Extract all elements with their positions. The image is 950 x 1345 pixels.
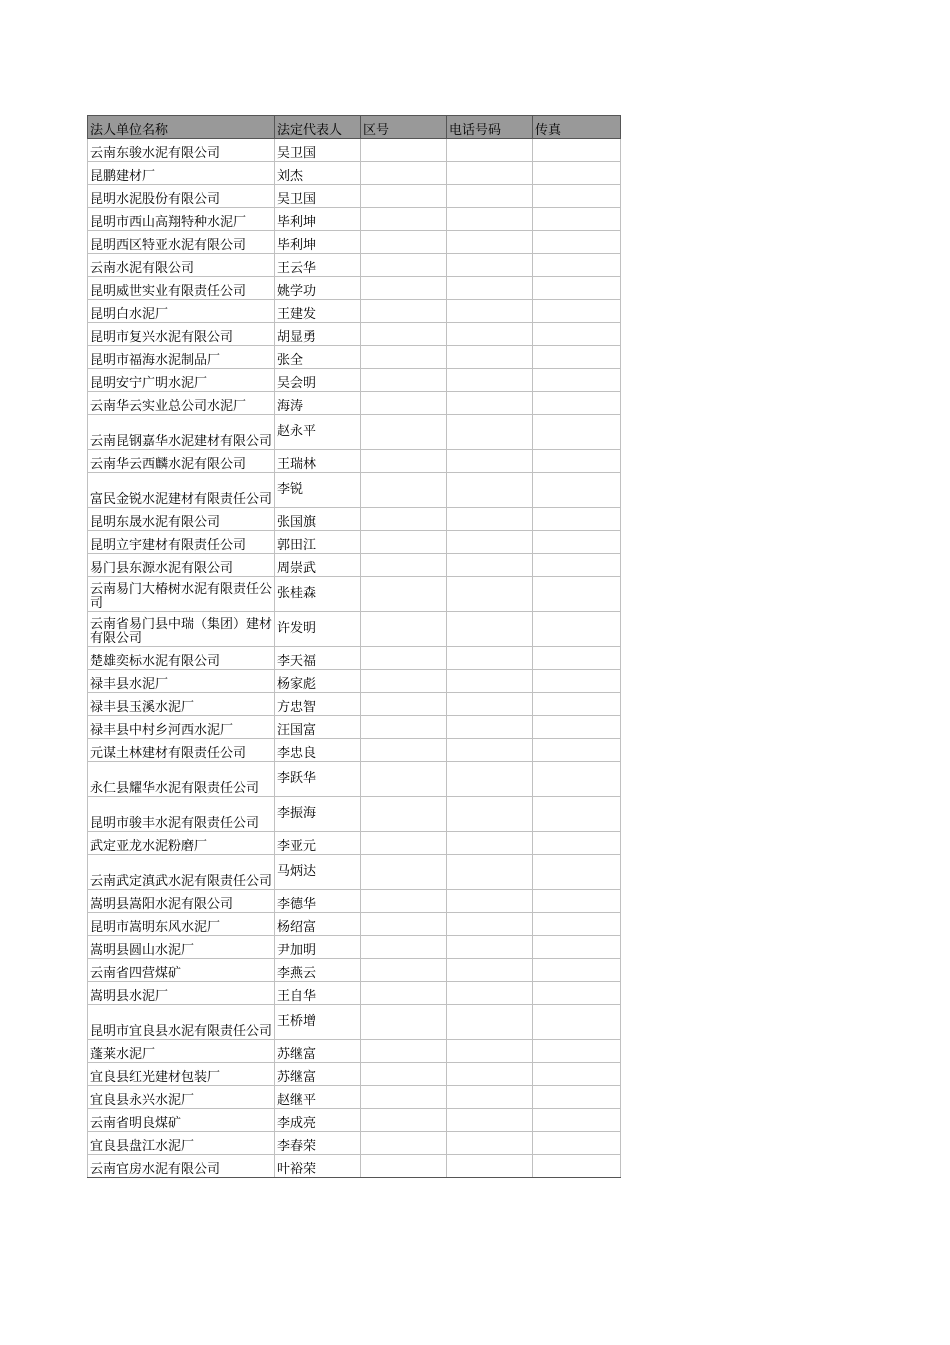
company-name-cell: 昆明市福海水泥制品厂 [88, 346, 275, 369]
phone-number-cell [447, 612, 533, 647]
company-name-cell: 昆明市骏丰水泥有限责任公司 [88, 797, 275, 832]
fax-cell [533, 1109, 621, 1132]
legal-representative-cell: 马炳达 [275, 855, 361, 890]
table-row [88, 392, 621, 415]
area-code-cell [361, 762, 447, 797]
fax-cell [533, 1040, 621, 1063]
company-name-cell: 云南省四营煤矿 [88, 959, 275, 982]
legal-representative-cell: 郭田江 [275, 531, 361, 554]
legal-representative-cell: 周崇武 [275, 554, 361, 577]
area-code-cell [361, 1132, 447, 1155]
fax-cell [533, 473, 621, 508]
fax-cell [533, 1086, 621, 1109]
table-row [88, 670, 621, 693]
legal-representative-cell: 李跃华 [275, 762, 361, 797]
fax-cell [533, 254, 621, 277]
legal-representative-cell: 王瑞林 [275, 450, 361, 473]
area-code-cell [361, 300, 447, 323]
fax-cell [533, 739, 621, 762]
area-code-cell [361, 139, 447, 162]
company-name-cell: 昆明市西山高翔特种水泥厂 [88, 208, 275, 231]
company-name-cell: 云南省易门县中瑞（集团）建材有限公司 [88, 612, 275, 647]
company-name-cell: 昆明白水泥厂 [88, 300, 275, 323]
fax-cell [533, 369, 621, 392]
company-name-cell: 云南省明良煤矿 [88, 1109, 275, 1132]
area-code-cell [361, 716, 447, 739]
legal-representative-cell: 赵继平 [275, 1086, 361, 1109]
legal-representative-cell: 姚学功 [275, 277, 361, 300]
fax-cell [533, 231, 621, 254]
table-row [88, 959, 621, 982]
company-name-cell: 易门县东源水泥有限公司 [88, 554, 275, 577]
table-header [88, 116, 621, 139]
legal-representative-cell: 苏继富 [275, 1063, 361, 1086]
company-name-cell: 云南水泥有限公司 [88, 254, 275, 277]
table-row [88, 473, 621, 508]
legal-representative-cell: 李春荣 [275, 1132, 361, 1155]
table-row [88, 855, 621, 890]
table-row [88, 936, 621, 959]
phone-number-cell [447, 369, 533, 392]
area-code-cell [361, 739, 447, 762]
phone-number-cell [447, 231, 533, 254]
table-row [88, 982, 621, 1005]
fax-cell [533, 1132, 621, 1155]
legal-representative-cell: 李亚元 [275, 832, 361, 855]
fax-cell [533, 508, 621, 531]
table-row [88, 739, 621, 762]
header-company-name: 法人单位名称 [88, 116, 275, 139]
company-name-cell: 宜良县红光建材包装厂 [88, 1063, 275, 1086]
area-code-cell [361, 508, 447, 531]
legal-representative-cell: 吴卫国 [275, 139, 361, 162]
table-row [88, 913, 621, 936]
legal-representative-cell: 尹加明 [275, 936, 361, 959]
company-name-cell: 武定亚龙水泥粉磨厂 [88, 832, 275, 855]
table-row [88, 139, 621, 162]
fax-cell [533, 323, 621, 346]
table-row [88, 208, 621, 231]
table-row [88, 797, 621, 832]
phone-number-cell [447, 1155, 533, 1178]
company-name-cell: 蓬莱水泥厂 [88, 1040, 275, 1063]
area-code-cell [361, 554, 447, 577]
fax-cell [533, 162, 621, 185]
company-name-cell: 嵩明县圆山水泥厂 [88, 936, 275, 959]
fax-cell [533, 392, 621, 415]
table-row [88, 300, 621, 323]
company-name-cell: 昆明东晟水泥有限公司 [88, 508, 275, 531]
area-code-cell [361, 1040, 447, 1063]
company-name-cell: 富民金锐水泥建材有限责任公司 [88, 473, 275, 508]
legal-representative-cell: 张桂森 [275, 577, 361, 612]
phone-number-cell [447, 473, 533, 508]
legal-representative-cell: 李振海 [275, 797, 361, 832]
phone-number-cell [447, 392, 533, 415]
phone-number-cell [447, 139, 533, 162]
legal-representative-cell: 许发明 [275, 612, 361, 647]
phone-number-cell [447, 716, 533, 739]
phone-number-cell [447, 208, 533, 231]
phone-number-cell [447, 1005, 533, 1040]
fax-cell [533, 913, 621, 936]
phone-number-cell [447, 1040, 533, 1063]
legal-representative-cell: 叶裕荣 [275, 1155, 361, 1178]
phone-number-cell [447, 185, 533, 208]
company-name-cell: 昆明安宁广明水泥厂 [88, 369, 275, 392]
company-name-cell: 云南官房水泥有限公司 [88, 1155, 275, 1178]
phone-number-cell [447, 739, 533, 762]
table-row [88, 1109, 621, 1132]
company-name-cell: 云南华云西麟水泥有限公司 [88, 450, 275, 473]
company-name-cell: 昆明市复兴水泥有限公司 [88, 323, 275, 346]
area-code-cell [361, 612, 447, 647]
phone-number-cell [447, 832, 533, 855]
legal-representative-cell: 李忠良 [275, 739, 361, 762]
phone-number-cell [447, 415, 533, 450]
fax-cell [533, 982, 621, 1005]
area-code-cell [361, 185, 447, 208]
legal-representative-cell: 王云华 [275, 254, 361, 277]
fax-cell [533, 1005, 621, 1040]
phone-number-cell [447, 1086, 533, 1109]
table-row [88, 162, 621, 185]
legal-representative-cell: 李成亮 [275, 1109, 361, 1132]
table-row [88, 693, 621, 716]
phone-number-cell [447, 647, 533, 670]
company-name-cell: 昆明西区特亚水泥有限公司 [88, 231, 275, 254]
fax-cell [533, 1063, 621, 1086]
area-code-cell [361, 450, 447, 473]
table-row [88, 508, 621, 531]
table-row [88, 554, 621, 577]
fax-cell [533, 693, 621, 716]
phone-number-cell [447, 162, 533, 185]
legal-representative-cell: 海涛 [275, 392, 361, 415]
company-name-cell: 云南东骏水泥有限公司 [88, 139, 275, 162]
table-row [88, 231, 621, 254]
area-code-cell [361, 369, 447, 392]
legal-representative-cell: 赵永平 [275, 415, 361, 450]
table-body [88, 139, 621, 1178]
area-code-cell [361, 577, 447, 612]
phone-number-cell [447, 693, 533, 716]
phone-number-cell [447, 797, 533, 832]
legal-representative-cell: 王自华 [275, 982, 361, 1005]
phone-number-cell [447, 890, 533, 913]
fax-cell [533, 185, 621, 208]
phone-number-cell [447, 936, 533, 959]
company-name-cell: 禄丰县玉溪水泥厂 [88, 693, 275, 716]
phone-number-cell [447, 855, 533, 890]
fax-cell [533, 797, 621, 832]
company-name-cell: 嵩明县水泥厂 [88, 982, 275, 1005]
legal-representative-cell: 李天福 [275, 647, 361, 670]
phone-number-cell [447, 277, 533, 300]
area-code-cell [361, 231, 447, 254]
phone-number-cell [447, 346, 533, 369]
table-row [88, 1086, 621, 1109]
company-name-cell: 禄丰县水泥厂 [88, 670, 275, 693]
area-code-cell [361, 855, 447, 890]
fax-cell [533, 346, 621, 369]
fax-cell [533, 855, 621, 890]
fax-cell [533, 415, 621, 450]
area-code-cell [361, 277, 447, 300]
header-legal-representative: 法定代表人 [275, 116, 361, 139]
area-code-cell [361, 797, 447, 832]
area-code-cell [361, 1086, 447, 1109]
phone-number-cell [447, 323, 533, 346]
company-name-cell: 元谋土林建材有限责任公司 [88, 739, 275, 762]
table-row [88, 762, 621, 797]
company-name-cell: 楚雄奕标水泥有限公司 [88, 647, 275, 670]
area-code-cell [361, 346, 447, 369]
legal-representative-cell: 吴卫国 [275, 185, 361, 208]
phone-number-cell [447, 254, 533, 277]
legal-representative-cell: 杨绍富 [275, 913, 361, 936]
area-code-cell [361, 323, 447, 346]
fax-cell [533, 531, 621, 554]
area-code-cell [361, 936, 447, 959]
table-row [88, 890, 621, 913]
legal-representative-cell: 张国旗 [275, 508, 361, 531]
legal-representative-cell: 张全 [275, 346, 361, 369]
fax-cell [533, 762, 621, 797]
company-name-cell: 云南武定滇武水泥有限责任公司 [88, 855, 275, 890]
legal-representative-cell: 杨家彪 [275, 670, 361, 693]
table-row [88, 1040, 621, 1063]
fax-cell [533, 890, 621, 913]
legal-representative-cell: 王桥增 [275, 1005, 361, 1040]
area-code-cell [361, 890, 447, 913]
legal-representative-cell: 刘杰 [275, 162, 361, 185]
fax-cell [533, 208, 621, 231]
company-name-cell: 昆鹏建材厂 [88, 162, 275, 185]
area-code-cell [361, 392, 447, 415]
table-row [88, 450, 621, 473]
table-row [88, 346, 621, 369]
phone-number-cell [447, 531, 533, 554]
area-code-cell [361, 473, 447, 508]
table-row [88, 185, 621, 208]
table-row [88, 254, 621, 277]
phone-number-cell [447, 959, 533, 982]
legal-representative-cell: 毕利坤 [275, 231, 361, 254]
company-name-cell: 云南昆钢嘉华水泥建材有限公司 [88, 415, 275, 450]
legal-representative-cell: 毕利坤 [275, 208, 361, 231]
phone-number-cell [447, 1109, 533, 1132]
phone-number-cell [447, 1063, 533, 1086]
header-phone-number: 电话号码 [447, 116, 533, 139]
company-table [87, 115, 621, 1178]
table-row [88, 612, 621, 647]
company-name-cell: 云南华云实业总公司水泥厂 [88, 392, 275, 415]
area-code-cell [361, 208, 447, 231]
company-name-cell: 昆明水泥股份有限公司 [88, 185, 275, 208]
table-row [88, 832, 621, 855]
phone-number-cell [447, 554, 533, 577]
fax-cell [533, 670, 621, 693]
area-code-cell [361, 647, 447, 670]
phone-number-cell [447, 913, 533, 936]
legal-representative-cell: 胡显勇 [275, 323, 361, 346]
fax-cell [533, 139, 621, 162]
table-row [88, 415, 621, 450]
area-code-cell [361, 982, 447, 1005]
area-code-cell [361, 1109, 447, 1132]
legal-representative-cell: 苏继富 [275, 1040, 361, 1063]
company-name-cell: 云南易门大椿树水泥有限责任公司 [88, 577, 275, 612]
area-code-cell [361, 959, 447, 982]
fax-cell [533, 577, 621, 612]
table-row [88, 1005, 621, 1040]
area-code-cell [361, 1063, 447, 1086]
company-name-cell: 禄丰县中村乡河西水泥厂 [88, 716, 275, 739]
fax-cell [533, 1155, 621, 1178]
company-name-cell: 昆明市宜良县水泥有限责任公司 [88, 1005, 275, 1040]
phone-number-cell [447, 577, 533, 612]
area-code-cell [361, 1005, 447, 1040]
area-code-cell [361, 254, 447, 277]
area-code-cell [361, 162, 447, 185]
legal-representative-cell: 李德华 [275, 890, 361, 913]
header-area-code: 区号 [361, 116, 447, 139]
legal-representative-cell: 王建发 [275, 300, 361, 323]
legal-representative-cell: 吴会明 [275, 369, 361, 392]
phone-number-cell [447, 450, 533, 473]
phone-number-cell [447, 982, 533, 1005]
company-name-cell: 宜良县永兴水泥厂 [88, 1086, 275, 1109]
area-code-cell [361, 693, 447, 716]
table-row [88, 647, 621, 670]
fax-cell [533, 450, 621, 473]
phone-number-cell [447, 762, 533, 797]
fax-cell [533, 647, 621, 670]
phone-number-cell [447, 300, 533, 323]
phone-number-cell [447, 670, 533, 693]
header-row [88, 116, 621, 139]
company-name-cell: 昆明威世实业有限责任公司 [88, 277, 275, 300]
fax-cell [533, 554, 621, 577]
company-name-cell: 昆明立宇建材有限责任公司 [88, 531, 275, 554]
fax-cell [533, 612, 621, 647]
table-row [88, 1155, 621, 1178]
area-code-cell [361, 415, 447, 450]
company-name-cell: 昆明市嵩明东风水泥厂 [88, 913, 275, 936]
fax-cell [533, 277, 621, 300]
company-name-cell: 嵩明县嵩阳水泥有限公司 [88, 890, 275, 913]
fax-cell [533, 300, 621, 323]
table-row [88, 1132, 621, 1155]
table-row [88, 323, 621, 346]
table-row [88, 277, 621, 300]
table-row [88, 531, 621, 554]
area-code-cell [361, 670, 447, 693]
legal-representative-cell: 李燕云 [275, 959, 361, 982]
table-row [88, 1063, 621, 1086]
phone-number-cell [447, 1132, 533, 1155]
area-code-cell [361, 1155, 447, 1178]
legal-representative-cell: 李锐 [275, 473, 361, 508]
phone-number-cell [447, 508, 533, 531]
header-fax: 传真 [533, 116, 621, 139]
fax-cell [533, 832, 621, 855]
table-row [88, 716, 621, 739]
area-code-cell [361, 832, 447, 855]
table-row [88, 369, 621, 392]
legal-representative-cell: 方忠智 [275, 693, 361, 716]
legal-representative-cell: 汪国富 [275, 716, 361, 739]
fax-cell [533, 959, 621, 982]
area-code-cell [361, 913, 447, 936]
company-name-cell: 永仁县耀华水泥有限责任公司 [88, 762, 275, 797]
fax-cell [533, 716, 621, 739]
area-code-cell [361, 531, 447, 554]
company-name-cell: 宜良县盘江水泥厂 [88, 1132, 275, 1155]
fax-cell [533, 936, 621, 959]
table-row [88, 577, 621, 612]
